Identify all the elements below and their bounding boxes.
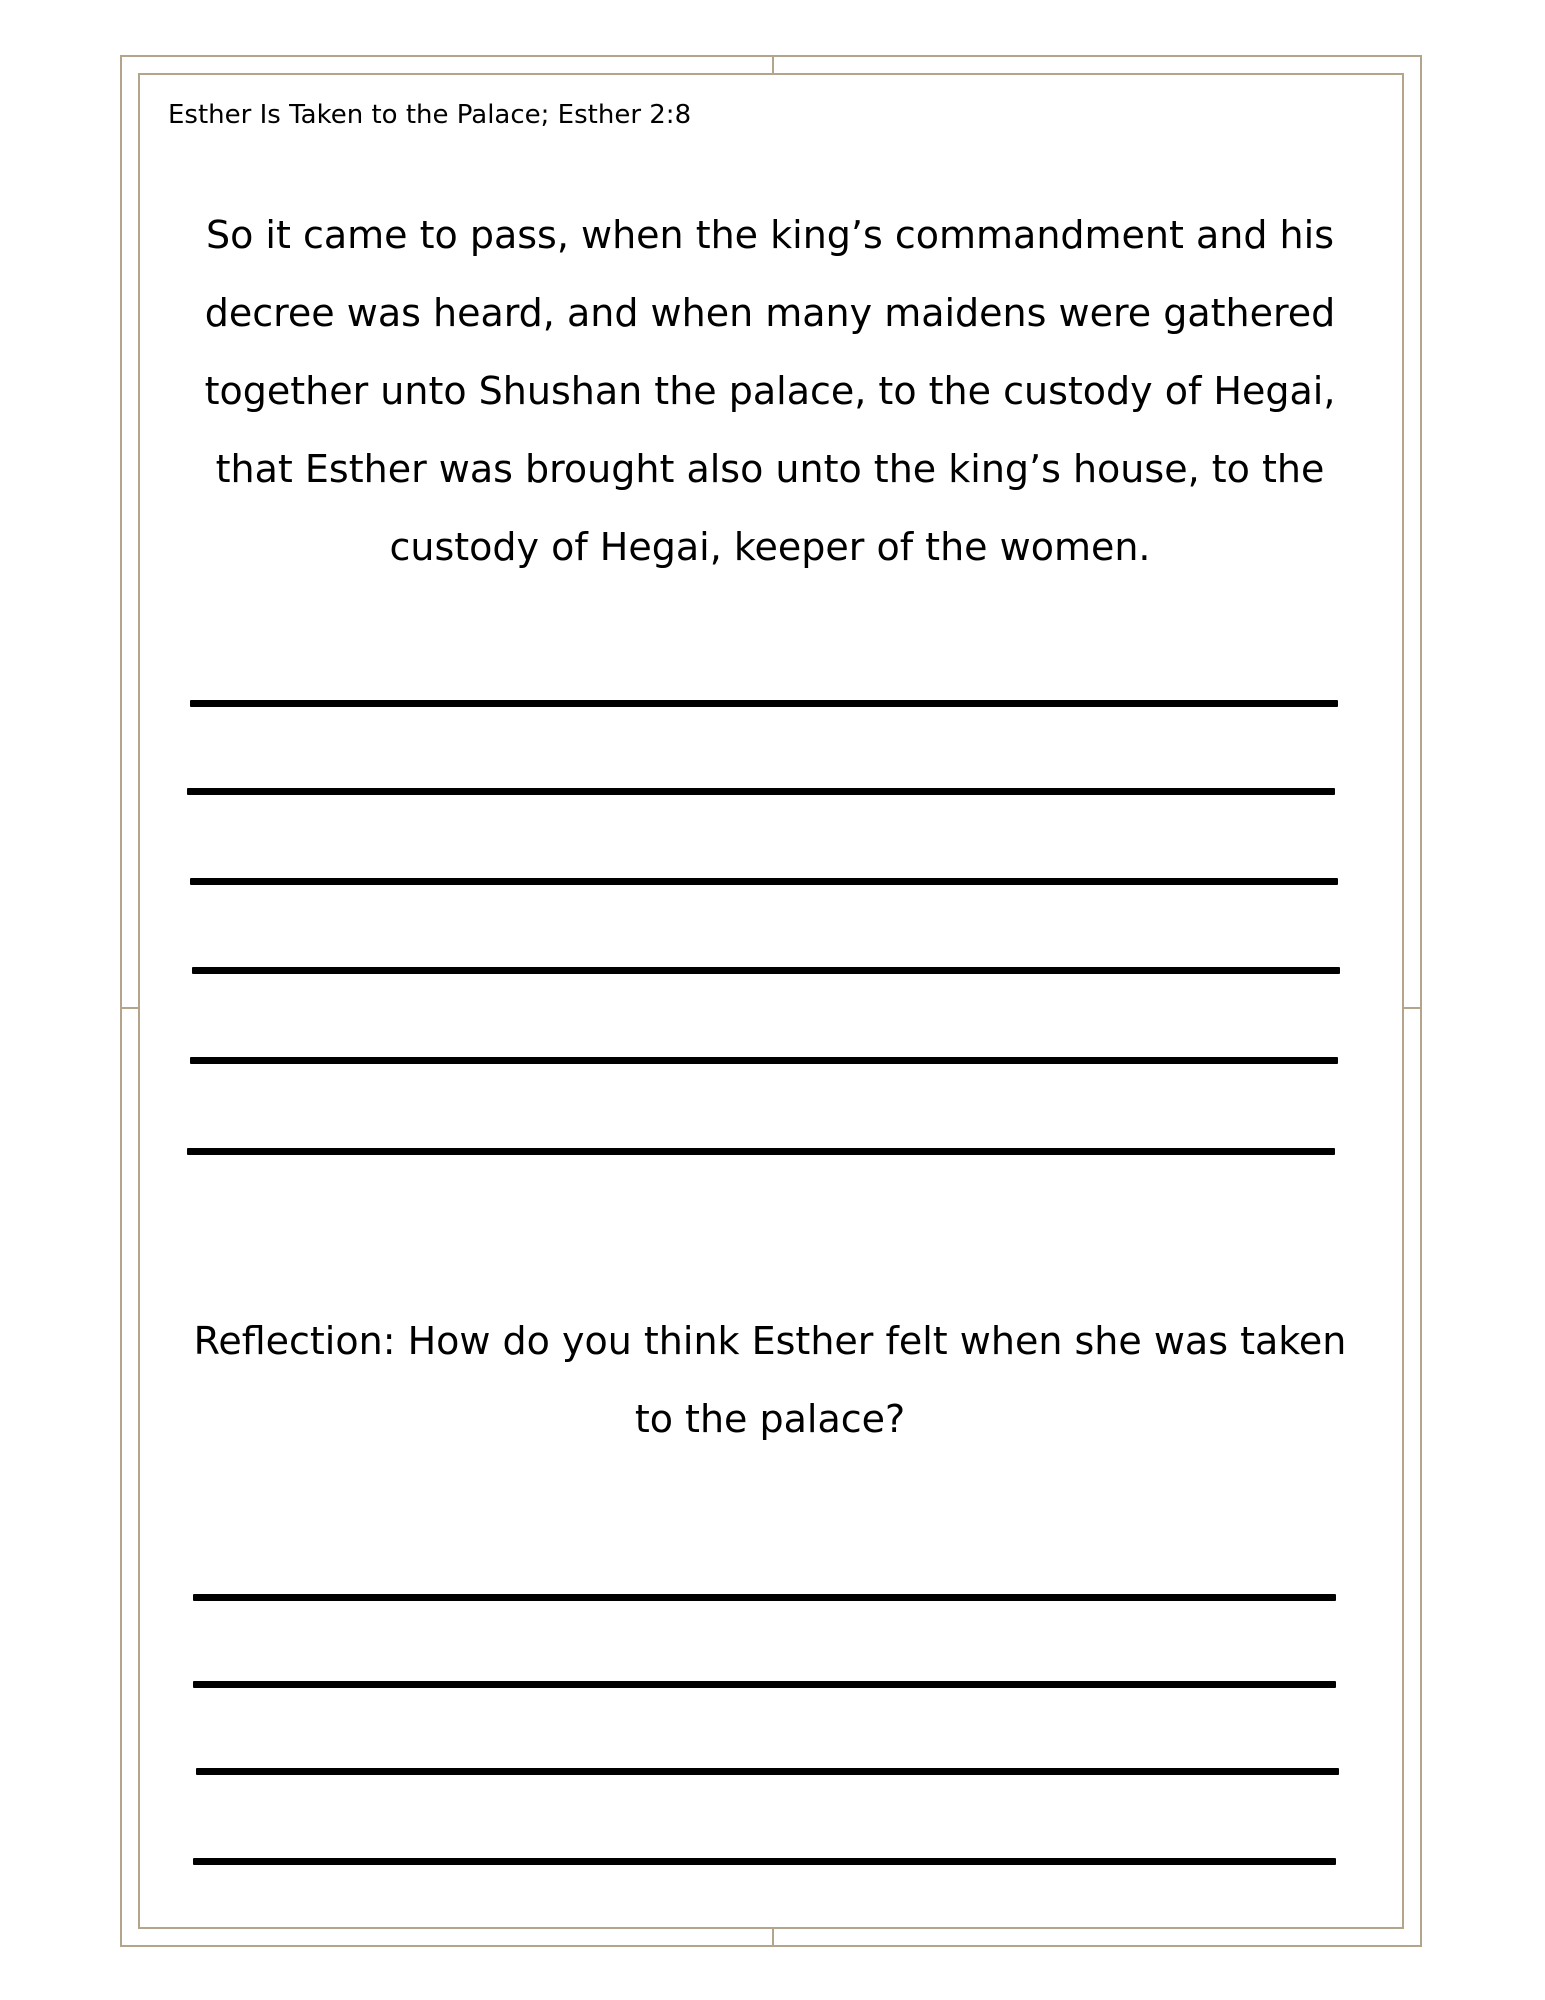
copy-writing-line-6[interactable]: [187, 1148, 1335, 1155]
reflection-writing-line-3[interactable]: [196, 1768, 1339, 1775]
copy-writing-line-5[interactable]: [190, 1057, 1338, 1064]
copy-writing-line-4[interactable]: [192, 967, 1340, 974]
copy-writing-line-2[interactable]: [187, 788, 1335, 795]
border-tick-top: [772, 57, 774, 75]
copy-writing-line-3[interactable]: [190, 878, 1338, 885]
border-tick-right: [1402, 1007, 1420, 1009]
scripture-verse: So it came to pass, when the king’s commandment and his decree was heard, and when many maidens were gathered together unto Shushan the palace, to the custody of Hegai, that Esther was brought also unto the king’s house, to the custody of Hegai, keeper of the women.: [204, 213, 1336, 569]
reflection-writing-line-4[interactable]: [193, 1858, 1336, 1865]
reflection-prompt: Reflection: How do you think Esther felt when she was taken to the palace?: [193, 1319, 1347, 1441]
border-tick-bottom: [772, 1927, 774, 1945]
worksheet-header-title: Esther Is Taken to the Palace; Esther 2:8: [168, 100, 692, 130]
copy-writing-line-1[interactable]: [190, 700, 1338, 707]
reflection-writing-line-2[interactable]: [193, 1681, 1336, 1688]
border-tick-left: [122, 1007, 140, 1009]
reflection-writing-line-1[interactable]: [193, 1594, 1336, 1601]
